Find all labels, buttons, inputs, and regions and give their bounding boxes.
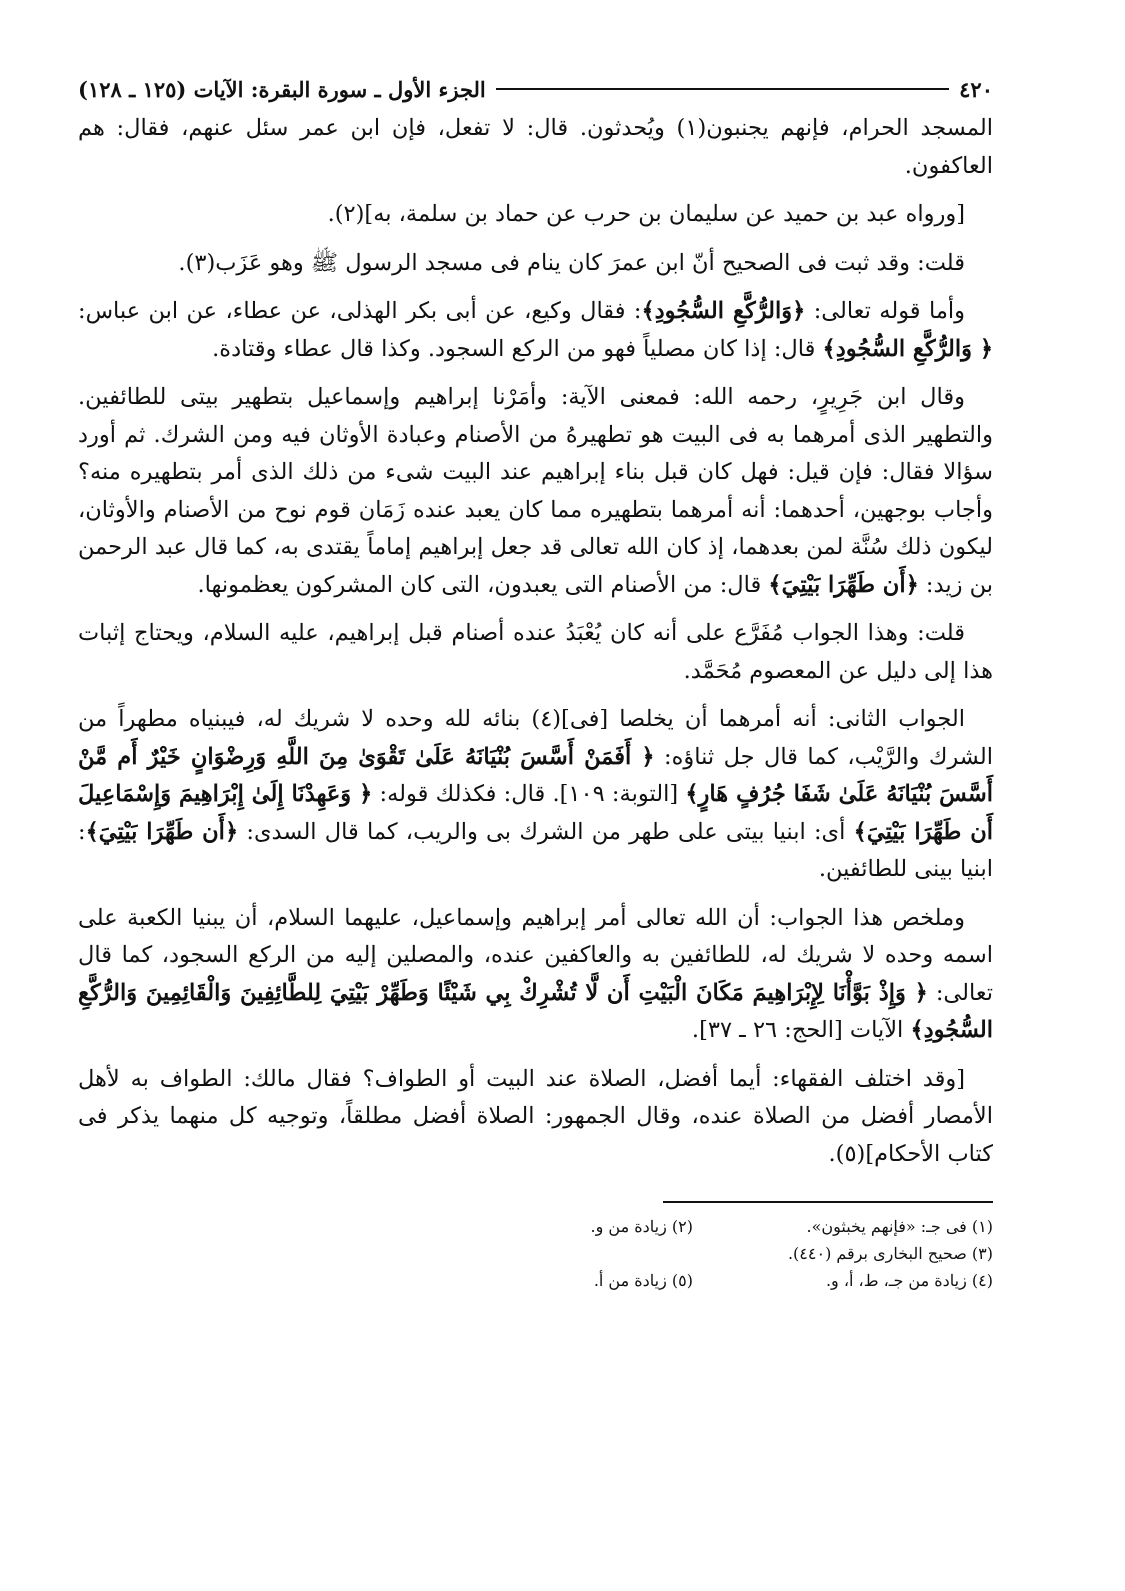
footnote-row [78,1240,993,1267]
body-text [78,110,993,1173]
text-run: وأما قوله تعالى: [805,298,965,324]
footnote-separator [663,1201,993,1203]
text-run: قال: من الأصنام التى يعبدون، التى كان المشركون يعظمونها. [197,571,769,598]
paragraph [78,245,993,283]
paragraph [78,615,993,690]
text-run: قلت: وهذا الجواب مُفَرَّع على أنه كان يُعْبَدُ عنده أصنام قبل إبراهيم، عليه السلام، ويحتاج إثبات هذا إلى دليل عن المعصوم مُحَمَّد. [78,620,993,684]
footnote: (١) فى جـ: «فإنهم يخبثون». [806,1217,993,1236]
paragraph [78,900,993,1050]
header-rule [496,88,949,90]
footnote: (٥) زيادة من أ. [593,1271,693,1290]
footnote: (٢) زيادة من و. [590,1217,693,1236]
page-number: ٤٢٠ [959,76,993,102]
paragraph [78,110,993,185]
text-run: وقال ابن جَرِيرٍ، رحمه الله: فمعنى الآية: وأمَرْنا إبراهيم وإسماعيل بتطهير بيتى للطائفين. والتطهير الذى أمرهما به فى البيت هو تطهيرهُ من الأصنام وعبادة الأوثان فيه ومن الشرك. ثم أورد سؤالا فقال: فإن قيل: فهل كان قبل بناء إبراهيم عند البيت شىء من ذلك الذى أمر بتطهيره منه؟ وأجاب بوجهين، أحدهما: أنه أمرهما بتطهيره مما كان يعبد عنده زَمَان قوم نوح من الأصنام والأوثان، ليكون ذلك سُنَّة لمن بعدهما، إذ كان الله تعالى قد جعل إبراهيم إماماً يقتدى به، كما قال عبد الرحمن بن زيد: [78,384,993,598]
footnotes [78,1213,993,1294]
paragraph [78,701,993,889]
page [78,72,993,1294]
quran-quote: ﴿أَن طَهِّرَا بَيْتِيَ﴾ [85,818,239,845]
quran-quote: ﴿ وَالرُّكَّعِ السُّجُودِ﴾ [822,335,993,362]
footnote: (٤) زيادة من جـ، ط، أ، و. [825,1271,993,1290]
quran-quote: ﴿ وَعَهِدْنَا إِلَىٰ إِبْرَاهِيمَ وَإِسْمَاعِيلَ أَن طَهِّرَا بَيْتِيَ﴾ [78,781,993,845]
quran-quote: ﴿ وَإِذْ بَوَّأْنَا لِإِبْرَاهِيمَ مَكَانَ الْبَيْتِ أَن لَّا تُشْرِكْ بِي شَيْئًا وَطَهِّرْ بَيْتِيَ لِلطَّائِفِينَ وَالْقَائِمِينَ وَالرُّكَّعِ السُّجُودِ﴾ [78,979,993,1043]
paragraph [78,196,993,234]
paragraph [78,1061,993,1174]
footnote-row [78,1267,993,1294]
text-run: أى: ابنيا بيتى على طهر من الشرك بى والريب، كما قال السدى: [238,818,854,845]
header-title: الجزء الأول ـ سورة البقرة: الآيات (١٢٥ ـ ١٢٨) [78,76,486,102]
quran-quote: ﴿أَن طَهِّرَا بَيْتِيَ﴾ [768,571,919,598]
text-run: [التوبة: ١٠٩]. قال: فكذلك قوله: [372,781,686,807]
quran-quote: ﴿ أَفَمَنْ أَسَّسَ بُنْيَانَهُ عَلَىٰ تَقْوَىٰ مِنَ اللَّهِ وَرِضْوَانٍ خَيْرٌ أَم مَّنْ أَسَّسَ بُنْيَانَهُ عَلَىٰ شَفَا جُرُفٍ هَارٍ﴾ [78,743,993,807]
text-run: الآيات [الحج: ٢٦ ـ ٣٧]. [691,1017,911,1043]
text-run: الجواب الثانى: أنه أمرهما أن يخلصا [فى](٤) بنائه لله وحده لا شريك له، فيبنياه مطهراً من الشرك والرَّيْب، كما قال جل ثناؤه: [78,706,993,770]
paragraph [78,379,993,604]
running-header [78,72,993,106]
text-run: : فقال وكيع، عن أبى بكر الهذلى، عن عطاء، عن ابن عباس: [78,298,642,324]
text-run: قال: إذا كان مصلياً فهو من الركع السجود. وكذا قال عطاء وقتادة. [212,335,823,362]
text-run: قلت: وقد ثبت فى الصحيح أنّ ابن عمرَ كان ينام فى مسجد الرسول ﷺ وهو عَزَب(٣). [178,249,965,276]
text-run: المسجد الحرام، فإنهم يجنبون(١) ويُحدثون. قال: لا تفعل، فإن ابن عمر سئل عنهم، فقال: هم العاكفون. [78,115,993,179]
text-run: [وقد اختلف الفقهاء: أيما أفضل، الصلاة عند البيت أو الطواف؟ فقال مالك: الطواف به لأهل الأمصار أفضل من الصلاة عنده، وقال الجمهور: الصلاة أفضل مطلقاً، وتوجيه كل منهما يذكر فى كتاب الأحكام](٥). [78,1065,993,1167]
text-run: : ابنيا بينى للطائفين. [78,818,993,882]
footnote: (٣) صحيح البخارى برقم (٤٤٠). [787,1244,993,1263]
footnote [393,1240,693,1267]
paragraph [78,293,993,368]
text-run: [ورواه عبد بن حميد عن سليمان بن حرب عن حماد بن سلمة، به](٢). [327,201,965,227]
footnote-row [78,1213,993,1240]
text-run: وملخص هذا الجواب: أن الله تعالى أمر إبراهيم وإسماعيل، عليهما السلام، أن يبنيا الكعبة على اسمه وحده لا شريك له، للطائفين به والعاكفين عنده، والمصلين إليه من الركع السجود، كما قال تعالى: [78,904,993,1006]
quran-quote: ﴿وَالرُّكَّعِ السُّجُودِ﴾ [641,298,806,324]
